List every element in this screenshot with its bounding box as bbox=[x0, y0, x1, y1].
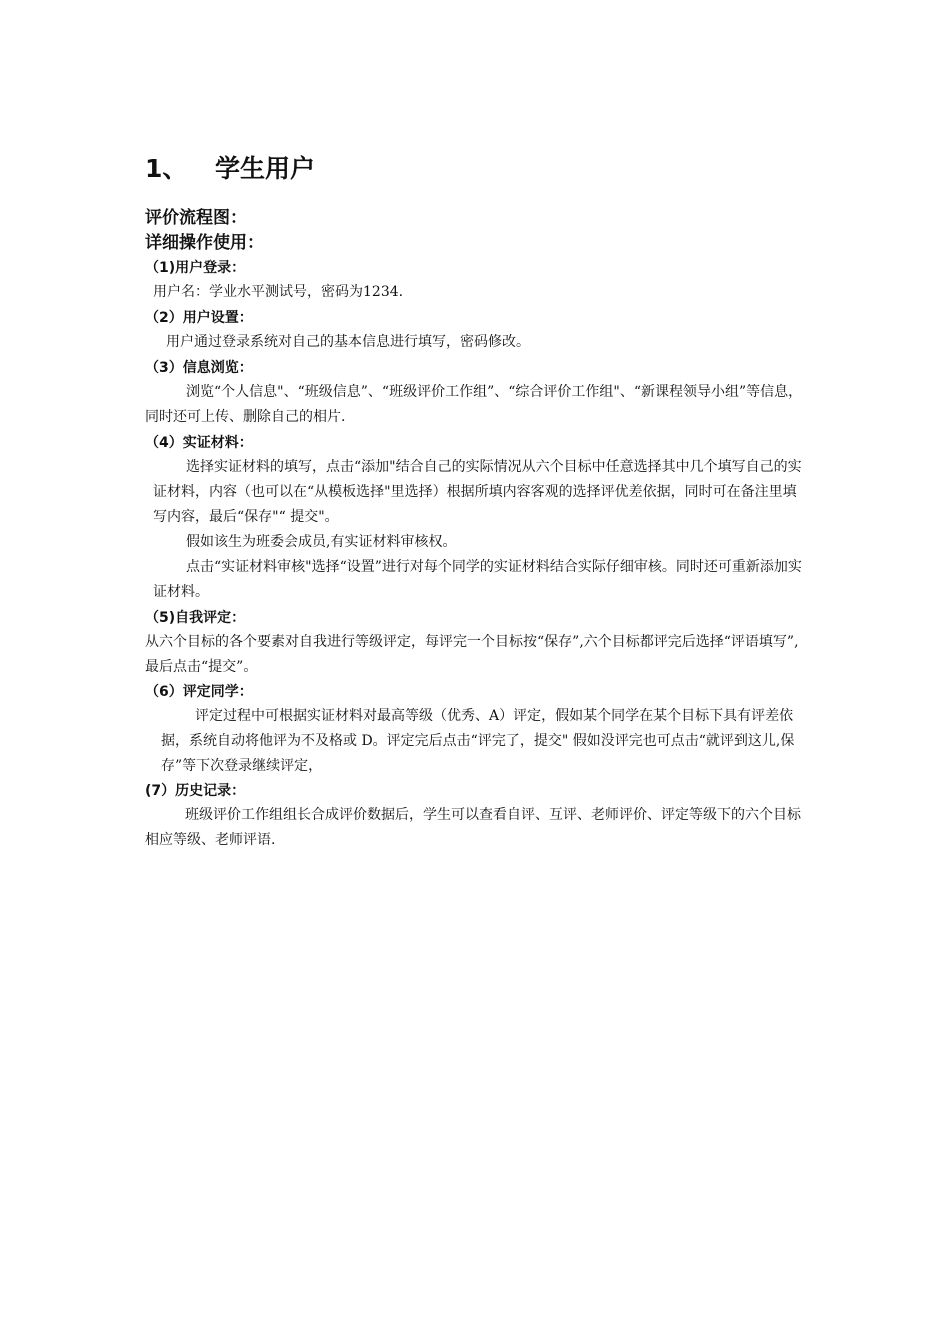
section-history-text: 班级评价工作组组长合成评价数据后，学生可以查看自评、互评、老师评价、评定等级下的六个目标相应等级、老师评语. bbox=[145, 807, 801, 848]
section-evidence bbox=[145, 432, 810, 605]
section-peer-eval-text: 评定过程中可根据实证材料对最高等级（优秀、A）评定，假如某个同学在某个目标下具有评差依据，系统自动将他评为不及格或 D。评定完后点击“评完了，提交" 假如没评完也可点击“就评到这儿,保存”等下次登录继续评定， bbox=[161, 708, 795, 774]
section-evidence-text-1: 选择实证材料的填写，点击“添加"结合自己的实际情况从六个目标中任意选择其中几个填写自己的实证材料，内容（也可以在“从模板选择"里选择）根据所填内容客观的选择评优差依据，同时可在备注里填写内容，最后“保存"“ 提交"。 bbox=[153, 459, 802, 525]
section-login-text: 用户名：学业水平测试号，密码为1234. bbox=[153, 284, 404, 300]
section-title: 学生用户 bbox=[215, 154, 316, 183]
section-browse bbox=[145, 357, 810, 430]
flowchart-heading: 评价流程图： bbox=[145, 208, 247, 228]
section-self-eval-text: 从六个目标的各个要素对自我进行等级评定，每评完一个目标按“保存”,六个目标都评完后选择“评语填写”,最后点击“提交”。 bbox=[145, 634, 799, 675]
section-browse-title: （3）信息浏览： bbox=[145, 360, 253, 376]
section-evidence-text-2: 假如该生为班委会成员,有实证材料审核权。 bbox=[186, 534, 457, 550]
section-self-eval bbox=[145, 607, 810, 680]
section-evidence-text-3: 点击“实证材料审核"选择“设置”进行对每个同学的实证材料结合实际仔细审核。同时还可重新添加实证材料。 bbox=[153, 559, 802, 600]
section-login bbox=[145, 257, 810, 305]
section-history-title: (7）历史记录： bbox=[145, 783, 246, 799]
section-peer-eval bbox=[145, 681, 810, 779]
section-settings-text: 用户通过登录系统对自己的基本信息进行填写，密码修改。 bbox=[166, 334, 530, 350]
section-settings-title: （2）用户设置： bbox=[145, 310, 253, 326]
section-settings bbox=[145, 307, 810, 355]
section-peer-eval-title: （6）评定同学： bbox=[145, 684, 253, 700]
detail-heading: 详细操作使用： bbox=[145, 233, 264, 253]
section-self-eval-title: （5)自我评定： bbox=[145, 610, 246, 626]
section-login-title: （1)用户登录： bbox=[145, 260, 246, 276]
section-heading bbox=[145, 152, 315, 186]
section-history bbox=[145, 780, 810, 853]
section-evidence-title: （4）实证材料： bbox=[145, 435, 253, 451]
section-browse-text: 浏览“个人信息"、“班级信息”、“班级评价工作组”、“综合评价工作组"、“新课程领导小组”等信息，同时还可上传、删除自己的相片. bbox=[145, 384, 803, 425]
subheading-block bbox=[145, 206, 810, 256]
section-number: 1、 bbox=[145, 154, 188, 183]
